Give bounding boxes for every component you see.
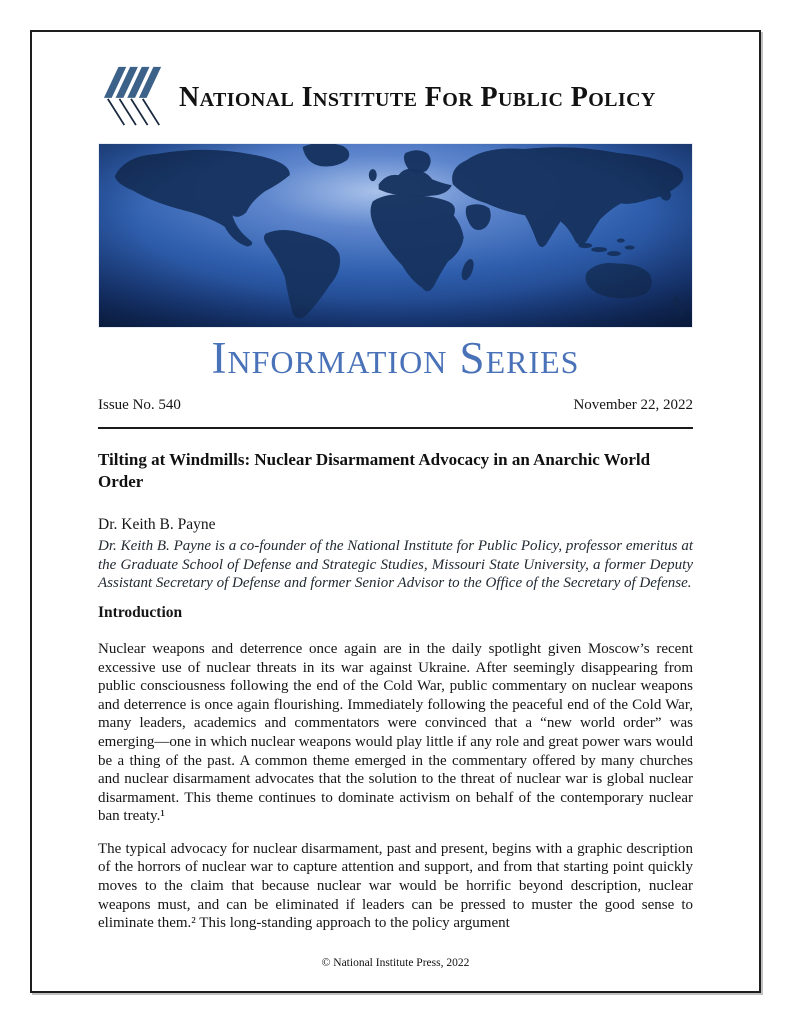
institute-logo-icon: [98, 63, 170, 127]
footer-copyright: © National Institute Press, 2022: [321, 957, 470, 969]
masthead: [98, 60, 693, 130]
article-title: Tilting at Windmills: Nuclear Disarmament Advocacy in an Anarchic World Order: [98, 450, 651, 492]
author-name: Dr. Keith B. Payne: [98, 516, 216, 534]
body-paragraph-2: The typical advocacy for nuclear disarmament, past and present, begins with a graphic description of the horrors of nuclear war to capture attention and support, and from that starting point quickly moves to the claim that because nuclear war would be horrific beyond description, nuclear weapons must, and can be eliminated if leaders can be pressed to muster the good sense to eliminate them.² This long-standing approach to the policy argument: [98, 840, 693, 932]
document-page: [30, 30, 761, 993]
section-heading-introduction: Introduction: [98, 604, 183, 622]
issue-date: November 22, 2022: [573, 397, 693, 413]
world-map-image: [98, 143, 693, 328]
divider-rule: [98, 427, 693, 429]
body-paragraph-1: Nuclear weapons and deterrence once again are in the daily spotlight given Moscow’s recent excessive use of nuclear threats in its war against Ukraine. After seemingly disappearing from public consciousness following the end of the Cold War, public commentary on nuclear weapons and deterrence is once again flourishing. Immediately following the peaceful end of the Cold War, many leaders, academics and commentators were convinced that a “new world order” was emerging—one in which nuclear weapons would play little if any role and great power wars would be a thing of the past. A common theme emerged in the commentary offered by many churches and nuclear disarmament advocates that the solution to the threat of nuclear war is global nuclear disarmament. This theme continues to dominate activism on behalf of the contemporary nuclear ban treaty.¹: [98, 640, 693, 825]
series-title: Information Series: [211, 333, 580, 383]
org-name: National Institute For Public Policy: [179, 82, 656, 113]
issue-number: Issue No. 540: [98, 397, 181, 413]
issue-row: [98, 397, 693, 414]
author-bio: Dr. Keith B. Payne is a co-founder of the National Institute for Public Policy, professor emeritus at the Graduate School of Defense and Strategic Studies, Missouri State University, a former Deputy Assistant Secretary of Defense and former Senior Advisor to the Office of the Secretary of Defense.: [98, 538, 693, 591]
